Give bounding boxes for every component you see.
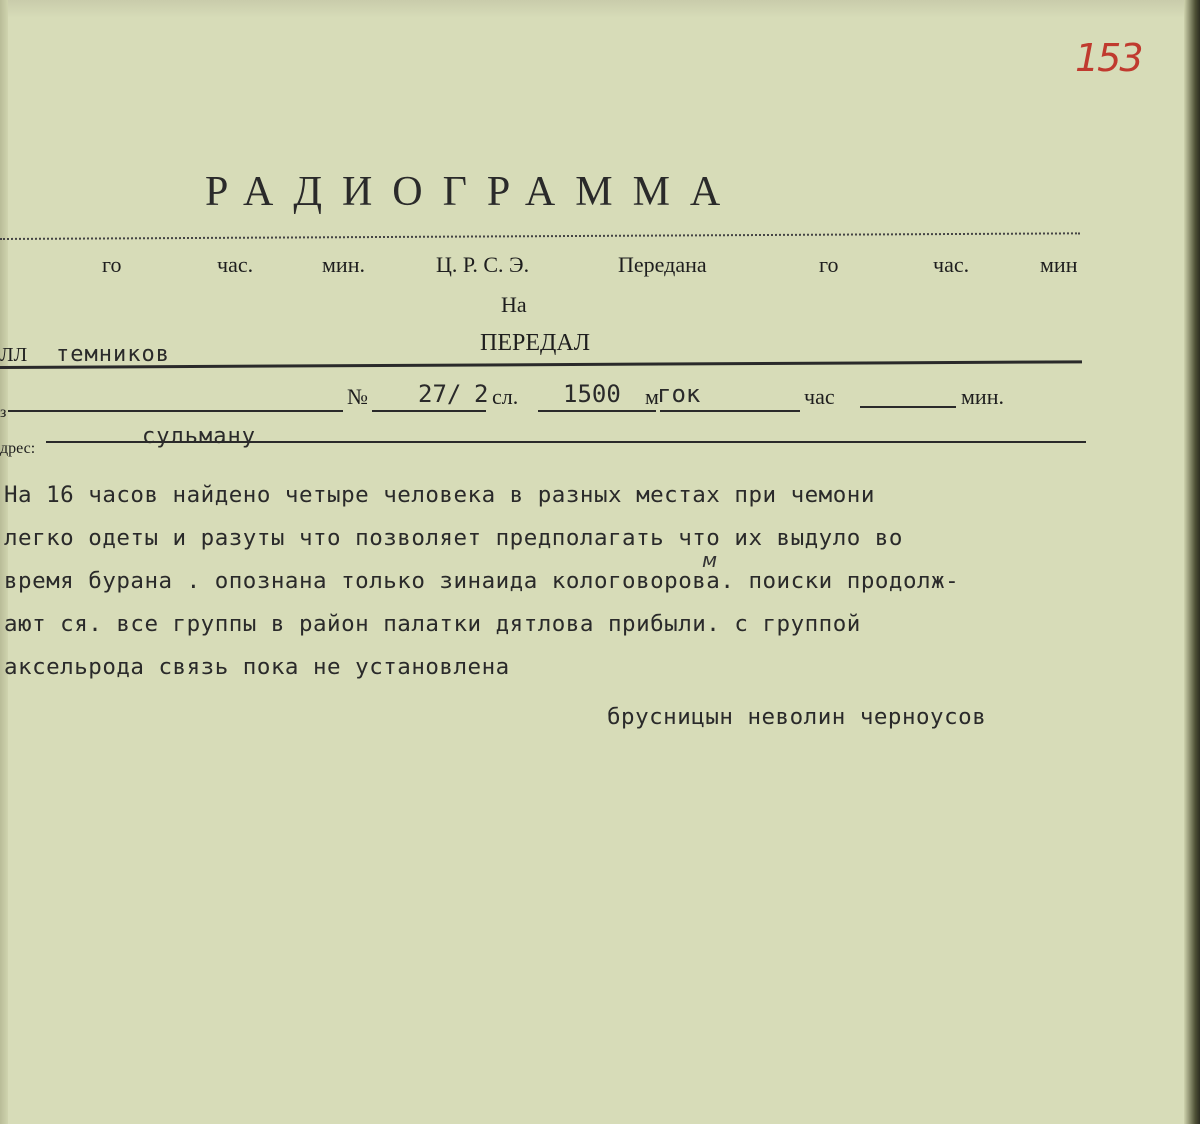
message-line-5: аксельрода связь пока не установлена	[4, 654, 510, 680]
number-value: 27/	[418, 380, 462, 408]
na-label: На	[501, 292, 527, 317]
transmitted-by-label: ПЕРЕДАЛ	[480, 330, 590, 356]
message-line-3: время бурана . опознана только зинаида кологоворова. поиски продолж-	[4, 568, 960, 594]
date-value: 1500	[563, 380, 621, 408]
message-line-2: легко одеты и разуты что позволяет предполагать что их выдуло во	[4, 525, 903, 551]
header-go-1: го	[102, 252, 122, 277]
words-value: 2	[474, 380, 489, 408]
month-value: гок	[657, 380, 701, 408]
from-label: з	[0, 404, 7, 421]
words-label: сл.	[492, 384, 519, 409]
message-line-1: На 16 часов найдено четыре человека в разных местах при чемони	[4, 482, 875, 508]
number-label: №	[347, 384, 368, 409]
month-prefix: м	[645, 384, 659, 409]
page-number: 153	[1075, 36, 1142, 80]
date-underline	[538, 410, 656, 412]
address-underline	[46, 441, 1086, 443]
header-min-1: мин.	[322, 252, 365, 277]
signature-line: брусницын неволин черноусов	[607, 704, 987, 730]
handwritten-correction: м	[702, 548, 718, 572]
paper-left-edge	[0, 0, 8, 1124]
minute-label: мин.	[961, 384, 1004, 409]
message-line-4: ают ся. все группы в район палатки дятлова прибыли. с группой	[4, 611, 861, 637]
dotted-divider	[0, 232, 1080, 240]
header-min-2: мин	[1040, 252, 1078, 277]
hour-label: час	[804, 384, 835, 409]
paper-right-edge	[1184, 0, 1200, 1124]
address-label: дрес:	[0, 440, 36, 457]
hour-underline	[860, 406, 956, 408]
address-value: сульману	[142, 424, 256, 449]
document-title: РАДИОГРАММА	[205, 169, 741, 215]
from-underline	[8, 410, 343, 412]
sender-label: ЛЛ	[0, 344, 28, 366]
header-hour-2: час.	[933, 252, 970, 277]
header-office: Ц. Р. С. Э.	[436, 252, 530, 277]
header-transmitted: Передана	[618, 252, 707, 277]
number-underline	[372, 410, 486, 412]
paper-top-edge	[0, 0, 1200, 18]
sender-name: темников	[56, 342, 170, 367]
month-underline	[660, 410, 800, 412]
header-hour-1: час.	[217, 252, 254, 277]
header-go-2: го	[819, 252, 839, 277]
